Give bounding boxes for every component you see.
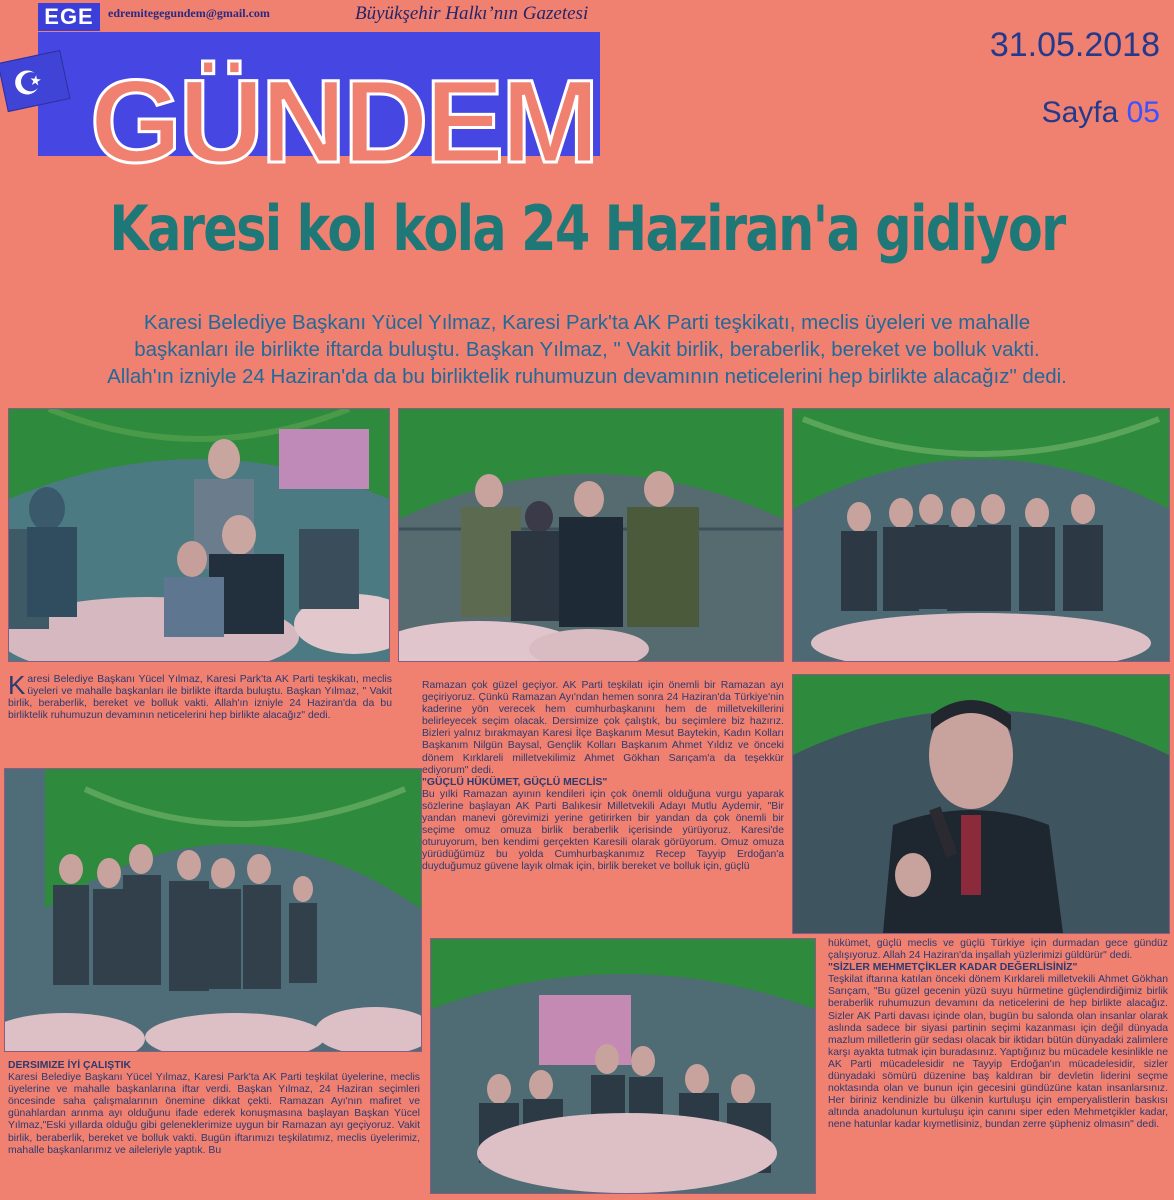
masthead [0,0,620,188]
column-2-text-2: Bu yılki Ramazan ayının kendileri için çok önemli olduğuna vurgu yaparak sözlerine başlayan AK Parti Balıkesir Milletvekili Adayı Mutlu Aydemir, "Bir yandan manevi görevimizi yerine getirirken bir yandan da çok önemli bir seçime omuz omuza birlik beraberlik içerisinde yürüyoruz. Karesi'de oturuyorum, ben kendimi gerçekten Karesili olarak görüyorum. Omuz omuza yürüdüğümüz bu yolda Cumhurbaşkanımız Recep Tayyip Erdoğan'a duyduğumuz güvene layık olmak için, birlik bereket ve bolluk için, güçlü [422,788,784,873]
subhead-mehmetcikler: "SİZLER MEHMETÇİKLER KADAR DEĞERLİSİNİZ" [828,962,1078,974]
photo-group-standing-men [792,408,1170,662]
page-indicator [1042,96,1160,130]
lead-line: Allah'ın izniyle 24 Haziran'da da bu birliktelik ruhumuzun devamının neticelerini hep birlikte alacağız" dedi. [107,365,1067,388]
subhead-dersimize: DERSIMIZE İYİ ÇALIŞTIK [8,1060,131,1071]
column-3-text-2: Teşkilat iftarına katılan önceki dönem Kırklareli milletvekili Ahmet Gökhan Sarıçam, "Bu güzel gecenin yüzü suyu hürmetine güçlendirdiğimiz birlik beraberlik ruhumuzun devamını da neticelerini de hep birlikte alacağız. Sizler AK Parti davası içinde olan, bugün bu salonda olan insanlar olarak aslında sadece bir siyasi partinin seçimi kazanması için değil dünyada mazlum milletlerin gür sedası olacak bir iktidarı bütün dünyadaki zalimlere karşı ayakta tutmak için buradasınız. Yaptığınız bu mücadele kesinlikle ne AK Parti mücadelesidir ne Tayyip Erdoğan'ın mücadelesidir, sizler dünyadaki sömürü düzenine baş kaldıran bir devletin liderini seçme noktasında olan ve bunun için gecesini gündüzüne katan insanlarsınız. Her biriniz kendinizle bu ülkenin kurtuluşu için emperyalistlerin baskısı altında anadolunun kurtuluşu için canını siper eden Mehmetçikler kadar, nene hatunlar kadar kıymetlisiniz, bundan zerre şüpheniz olmasın" dedi. [828,974,1168,1131]
photo-iftar-table-group [8,408,390,662]
masthead-title-box [38,32,600,188]
column-2-text-1: Ramazan çok güzel geçiyor. AK Parti teşkilatı için önemli bir Ramazan ayı geçiriyoruz. Çünkü Ramazan Ayı'ndan hemen sonra 24 Haziran'da Türkiye'nin kaderine yön verecek hem cumhurbaşkanını hem de milletvekillerini belirleyecek seçim olacak. Dersimize çok çalıştık, bu seçimlere biz hazırız. Bizleri yalnız bırakmayan Karesi İlçe Başkanım Mesut Baytekin, Kadın Kolları Başkanım Nilgün Baysal, Gençlik Kolları Başkanım Ahmet Yıldız ve önceki dönem Kırklareli milletvekilimiz Ahmet Gökhan Sarıçam'a da teşekkür ediyorum" dedi. [422,680,784,776]
column-1-intro [8,670,392,722]
page-label: Sayfa [1041,96,1119,129]
photo-iftar-table-seated [430,938,816,1194]
column-1-section-text: Karesi Belediye Başkanı Yücel Yılmaz, Karesi Park'ta AK Parti teşkilat üyelerine, meclis üyelerine ve mahalle başkanlarına iftar verdi. Başkan Yılmaz, 24 Haziran seçimleri öncesinde saha çalışmalarının önemine dikkat çekti. Ramazan Ayı'nın mafiret ve günahlardan arınma ayı olduğunu ifade ederek konuşmasına başlayan Başkan Yücel Yılmaz,"Eski yıllarda olduğu gibi geleneklerimize uygun bir Ramazan ayı geçiyoruz. Vakit birlik, beraberlik, bereket ve bolluk vakti. Bugün iftarımızı teşkilatımız, meclis üyelerimiz, mahalle başkanlarımız ve aileleriyle yaptık. Bu [8,1072,420,1156]
masthead-tagline: Büyükşehir Halkı’nın Gazetesi [355,3,589,24]
column-1-intro-text: aresi Belediye Başkanı Yücel Yılmaz, Karesi Park'ta AK Parti teşkikatı, meclis üyeleri ve mahalle başkanları ile birlikte iftarda buluştu. Başkan Yılmaz, " Vakit birlik, beraberlik, bereket ve bolluk vakti. Allah'ın izniyle 24 Haziran'da da bu birliktelik ruhumuzun devamının neticelerini hep birlikte alacağız" dedi. [8,674,392,722]
masthead-email: edremitegegundem@gmail.com [108,6,270,20]
lead-line: başkanları ile birlikte iftarda buluştu. Başkan Yılmaz, " Vakit birlik, beraberlik, bereket ve bolluk vakti. [134,338,1040,361]
column-3-text-1: hükümet, güçlü meclis ve güçlü Türkiye için durmadan gece gündüz çalışıyoruz. Allah 24 Haziran'da inşallah yüzlerimizi güldürür" dedi. [828,938,1168,962]
subhead-guclu-hukumet: "GÜÇLÜ HÜKÜMET, GÜÇLÜ MECLİS" [422,776,608,788]
photo-family-group [4,768,422,1052]
headline: Karesi kol kola 24 Haziran'a gidiyor [109,192,1065,265]
column-2 [422,680,784,874]
photo-speaker-microphone [792,674,1170,934]
masthead-ege-label: EGE [38,3,100,31]
masthead-title: GÜNDEM [90,56,597,188]
column-3 [828,938,1168,1132]
lead-paragraph [0,309,1174,390]
lead-line: Karesi Belediye Başkanı Yücel Yılmaz, Karesi Park'ta AK Parti teşkikatı, meclis üyeleri ve mahalle [143,311,1031,334]
issue-date: 31.05.2018 [989,26,1160,64]
column-1-section [8,1060,420,1157]
page-number: 05 [1126,96,1160,129]
photo-group-standing-four [398,408,784,662]
dropcap-letter: K [8,670,26,700]
